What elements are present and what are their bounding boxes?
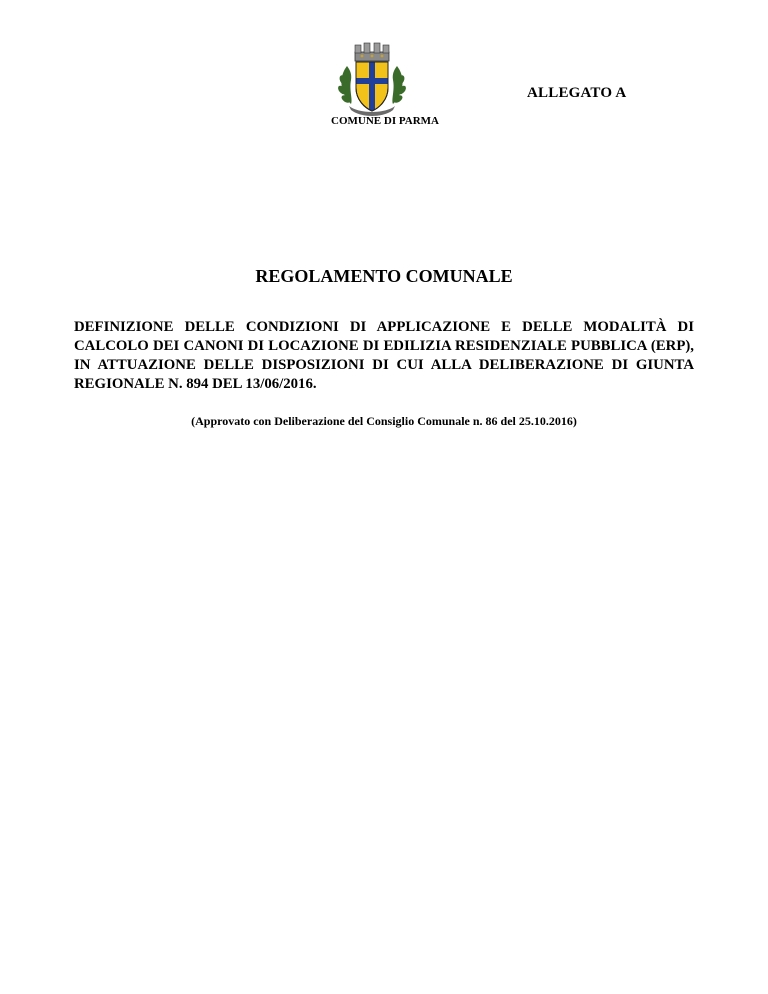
city-crest-emblem: [333, 40, 411, 120]
annex-label: ALLEGATO A: [527, 85, 627, 101]
document-title: REGOLAMENTO COMUNALE: [255, 266, 513, 286]
approval-note: (Approvato con Deliberazione del Consiglio Comunale n. 86 del 25.10.2016): [191, 414, 577, 428]
crown-icon: [355, 43, 389, 61]
municipality-name: COMUNE DI PARMA: [331, 115, 439, 127]
regulation-subject: DEFINIZIONE DELLE CONDIZIONI DI APPLICAZIONE E DELLE MODALITÀ DI CALCOLO DEI CANONI DI LOCAZIONE DI EDILIZIA RESIDENZIALE PUBBLICA (ERP), IN ATTUAZIONE DELLE DISPOSIZIONI DI CUI ALLA DELIBERAZIONE DI GIUNTA REGIONALE N. 894 DEL 13/06/2016.: [74, 319, 694, 392]
shield-icon: [356, 62, 388, 111]
